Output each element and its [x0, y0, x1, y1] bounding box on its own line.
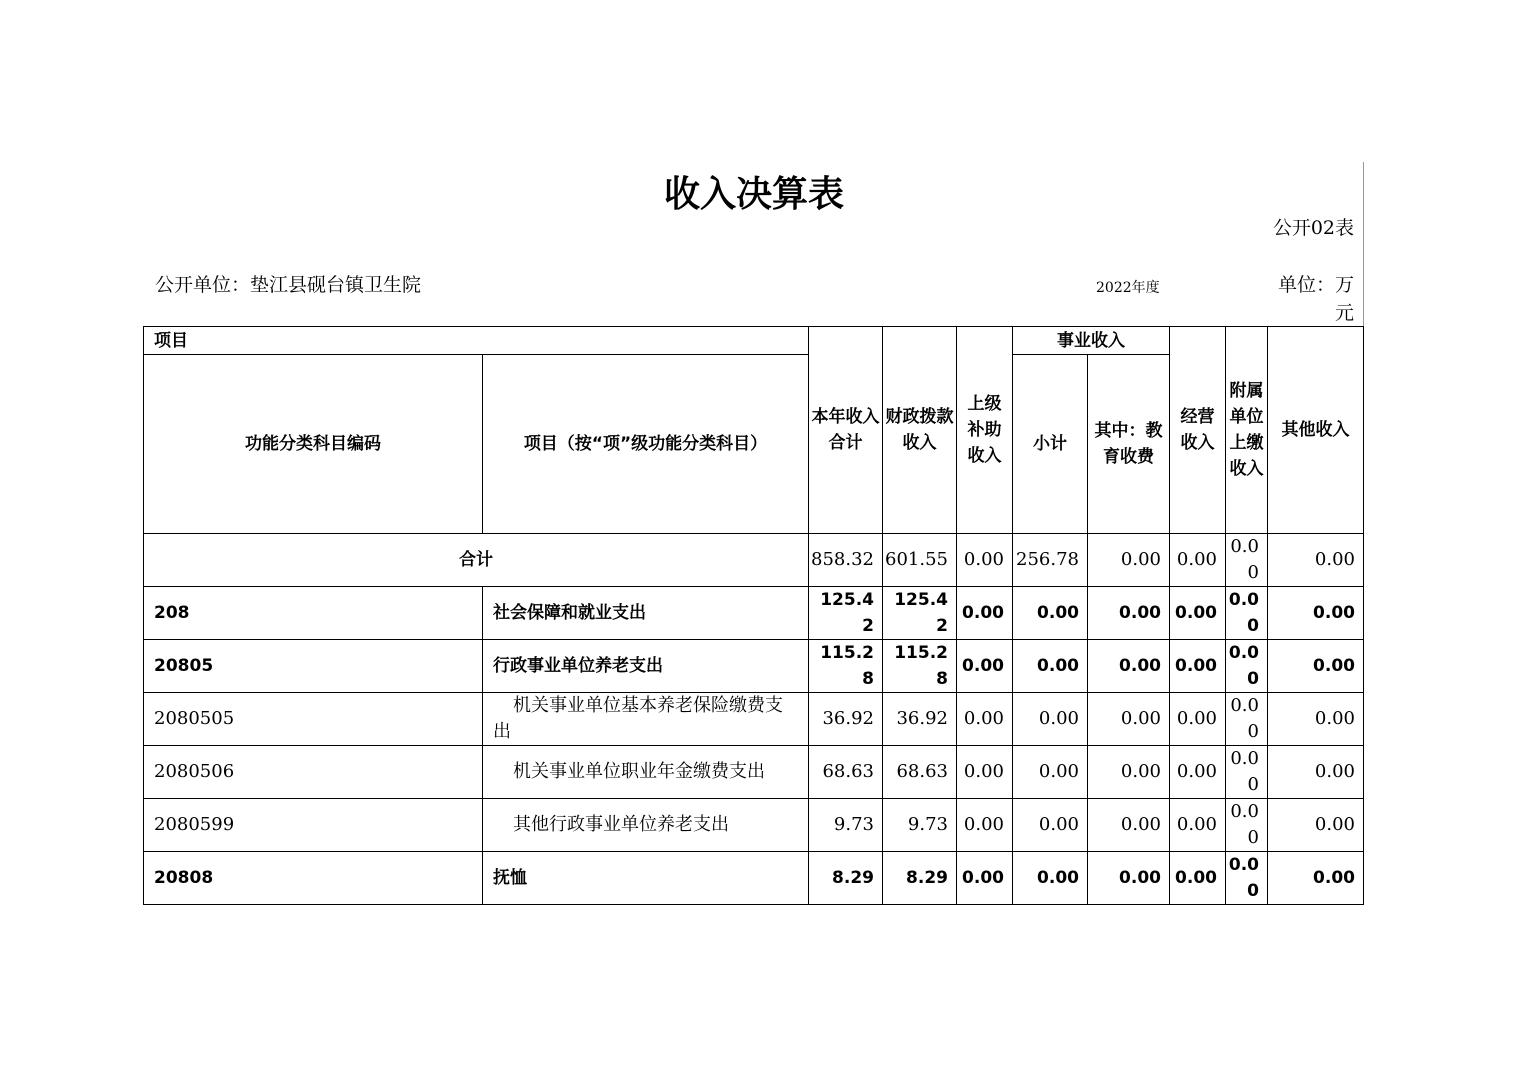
fiscal-year: 2022年度	[1096, 280, 1160, 296]
row-cell: 0.00	[1013, 640, 1088, 693]
row-cell: 125.42	[883, 587, 957, 640]
row-name: 行政事业单位养老支出	[483, 640, 809, 693]
row-cell: 36.92	[883, 693, 957, 746]
row-code: 2080599	[144, 799, 483, 852]
total-cell: 601.55	[883, 534, 957, 587]
header-code: 功能分类科目编码	[144, 355, 483, 534]
row-cell: 0.00	[1268, 799, 1364, 852]
page-title: 收入决算表	[663, 174, 844, 215]
row-cell: 0.00	[1013, 799, 1088, 852]
form-code: 公开02表	[1272, 217, 1354, 239]
total-cell: 858.32	[809, 534, 883, 587]
total-label: 合计	[144, 534, 809, 587]
row-cell: 9.73	[883, 799, 957, 852]
row-cell: 0.00	[1170, 693, 1226, 746]
row-cell: 0.00	[957, 746, 1013, 799]
row-cell: 9.73	[809, 799, 883, 852]
row-name: 其他行政事业单位养老支出	[483, 799, 809, 852]
row-code: 20805	[144, 640, 483, 693]
header-operating: 经营收入	[1170, 327, 1226, 534]
row-name: 抚恤	[483, 852, 809, 905]
total-cell: 256.78	[1013, 534, 1088, 587]
row-name: 机关事业单位基本养老保险缴费支出	[483, 693, 809, 746]
row-cell: 0.00	[1226, 746, 1268, 799]
row-cell: 0.00	[1170, 799, 1226, 852]
total-row	[144, 534, 1364, 587]
income-table	[143, 326, 1364, 905]
row-cell: 0.00	[1013, 746, 1088, 799]
total-cell: 0.00	[1226, 534, 1268, 587]
row-cell: 115.28	[809, 640, 883, 693]
row-cell: 0.00	[957, 852, 1013, 905]
header-total: 本年收入合计	[809, 327, 883, 534]
row-code: 208	[144, 587, 483, 640]
row-code: 2080505	[144, 693, 483, 746]
row-cell: 0.00	[1170, 587, 1226, 640]
row-cell: 68.63	[809, 746, 883, 799]
row-cell: 0.00	[1226, 693, 1268, 746]
row-cell: 0.00	[1268, 693, 1364, 746]
row-cell: 0.00	[1088, 640, 1170, 693]
row-cell: 0.00	[957, 799, 1013, 852]
table-row	[144, 587, 1364, 640]
row-cell: 0.00	[1013, 852, 1088, 905]
row-name: 社会保障和就业支出	[483, 587, 809, 640]
row-code: 20808	[144, 852, 483, 905]
row-cell: 0.00	[1088, 693, 1170, 746]
row-code: 2080506	[144, 746, 483, 799]
total-cell: 0.00	[1268, 534, 1364, 587]
row-cell: 0.00	[1226, 640, 1268, 693]
row-cell: 0.00	[1226, 587, 1268, 640]
reporting-unit: 公开单位：垫江县砚台镇卫生院	[155, 274, 422, 296]
table-row	[144, 852, 1364, 905]
header-subtotal: 小计	[1013, 355, 1088, 534]
table-row	[144, 799, 1364, 852]
header-other: 其他收入	[1268, 327, 1364, 534]
row-name: 机关事业单位职业年金缴费支出	[483, 746, 809, 799]
row-cell: 0.00	[1013, 587, 1088, 640]
row-cell: 0.00	[1170, 640, 1226, 693]
row-cell: 8.29	[809, 852, 883, 905]
header-item: 项目	[144, 327, 809, 355]
row-cell: 8.29	[883, 852, 957, 905]
row-cell: 0.00	[1088, 799, 1170, 852]
row-cell: 0.00	[1013, 693, 1088, 746]
currency-unit: 单位：万元	[1277, 274, 1354, 324]
header-name: 项目（按“项”级功能分类科目）	[483, 355, 809, 534]
row-cell: 0.00	[1088, 746, 1170, 799]
total-cell: 0.00	[1170, 534, 1226, 587]
row-cell: 0.00	[957, 587, 1013, 640]
total-cell: 0.00	[1088, 534, 1170, 587]
row-cell: 0.00	[1088, 852, 1170, 905]
header-business-income: 事业收入	[1013, 327, 1170, 355]
total-cell: 0.00	[957, 534, 1013, 587]
row-cell: 0.00	[1226, 852, 1268, 905]
header-superior: 上级补助收入	[957, 327, 1013, 534]
row-cell: 0.00	[1268, 746, 1364, 799]
row-cell: 36.92	[809, 693, 883, 746]
row-cell: 0.00	[957, 640, 1013, 693]
table-row	[144, 746, 1364, 799]
row-cell: 0.00	[1268, 587, 1364, 640]
table-row	[144, 693, 1364, 746]
row-cell: 0.00	[1226, 799, 1268, 852]
row-cell: 0.00	[1170, 852, 1226, 905]
header-affiliated: 附属单位上缴收入	[1226, 327, 1268, 534]
row-cell: 0.00	[1268, 852, 1364, 905]
row-cell: 115.28	[883, 640, 957, 693]
row-cell: 68.63	[883, 746, 957, 799]
header-fiscal: 财政拨款收入	[883, 327, 957, 534]
header-education: 其中：教育收费	[1088, 355, 1170, 534]
row-cell: 0.00	[1088, 587, 1170, 640]
row-cell: 0.00	[957, 693, 1013, 746]
row-cell: 0.00	[1268, 640, 1364, 693]
row-cell: 0.00	[1170, 746, 1226, 799]
row-cell: 125.42	[809, 587, 883, 640]
table-row	[144, 640, 1364, 693]
